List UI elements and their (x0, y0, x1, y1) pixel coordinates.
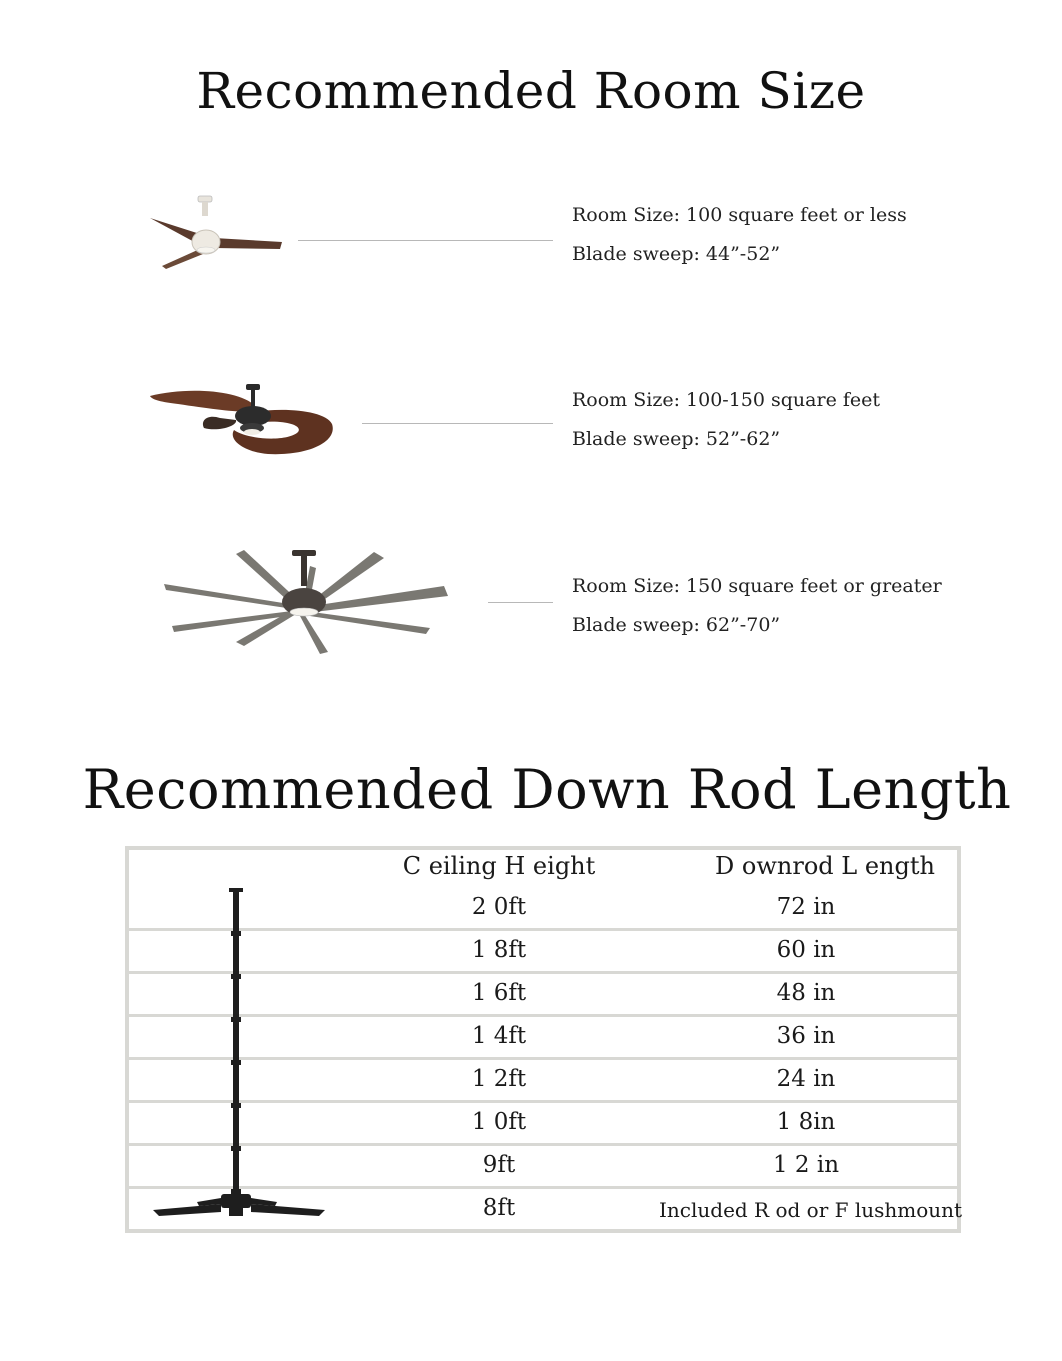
fan-1-info (572, 196, 907, 274)
downrod-length-cell: 72 in (776, 894, 836, 920)
fan-3-room-size: Room Size: 150 square feet or greater (572, 575, 942, 597)
fan-2-connector-line (362, 423, 553, 424)
down-rod-fan-icon (149, 880, 349, 1225)
ceiling-height-cell: 8ft (482, 1195, 516, 1221)
ceiling-height-cell: 1 8ft (471, 937, 527, 963)
ceiling-height-cell: 1 6ft (471, 980, 527, 1006)
ceiling-height-cell: 1 4ft (471, 1023, 527, 1049)
nine-blade-fan-icon (160, 546, 452, 656)
downrod-length-cell: 36 in (776, 1023, 836, 1049)
down-rod-title: Recommended Down Rod Length (82, 758, 1012, 821)
down-rod-table (125, 846, 961, 1233)
fan-3-info (572, 567, 942, 645)
downrod-length-cell: 48 in (776, 980, 836, 1006)
fan-2-room-size: Room Size: 100-150 square feet (572, 389, 881, 411)
ceiling-height-cell: 1 0ft (471, 1109, 527, 1135)
downrod-length-cell: 1 2 in (772, 1152, 840, 1178)
downrod-length-cell: 1 8in (776, 1109, 836, 1135)
fan-3-connector-line (488, 602, 553, 603)
downrod-length-cell: 60 in (776, 937, 836, 963)
fan-1-connector-line (298, 240, 553, 241)
ceiling-height-cell: 1 2ft (471, 1066, 527, 1092)
ceiling-height-header: C eiling H eight (402, 852, 596, 880)
fan-2-info (572, 381, 880, 459)
fan-1-blade-sweep: Blade sweep: 44”-52” (572, 243, 781, 265)
fan-3-blade-sweep: Blade sweep: 62”-70” (572, 614, 781, 636)
ceiling-height-cell: 2 0ft (471, 894, 527, 920)
fan-2-blade-sweep: Blade sweep: 52”-62” (572, 428, 781, 450)
room-size-title: Recommended Room Size (196, 62, 866, 120)
ceiling-height-cell: 9ft (482, 1152, 516, 1178)
small-three-blade-fan-icon (148, 192, 288, 272)
downrod-length-cell: Included R od or F lushmount (659, 1198, 963, 1222)
downrod-length-cell: 24 in (776, 1066, 836, 1092)
curved-wood-blade-fan-icon (148, 380, 338, 460)
downrod-length-header: D ownrod L ength (715, 852, 935, 880)
fan-1-room-size: Room Size: 100 square feet or less (572, 204, 907, 226)
